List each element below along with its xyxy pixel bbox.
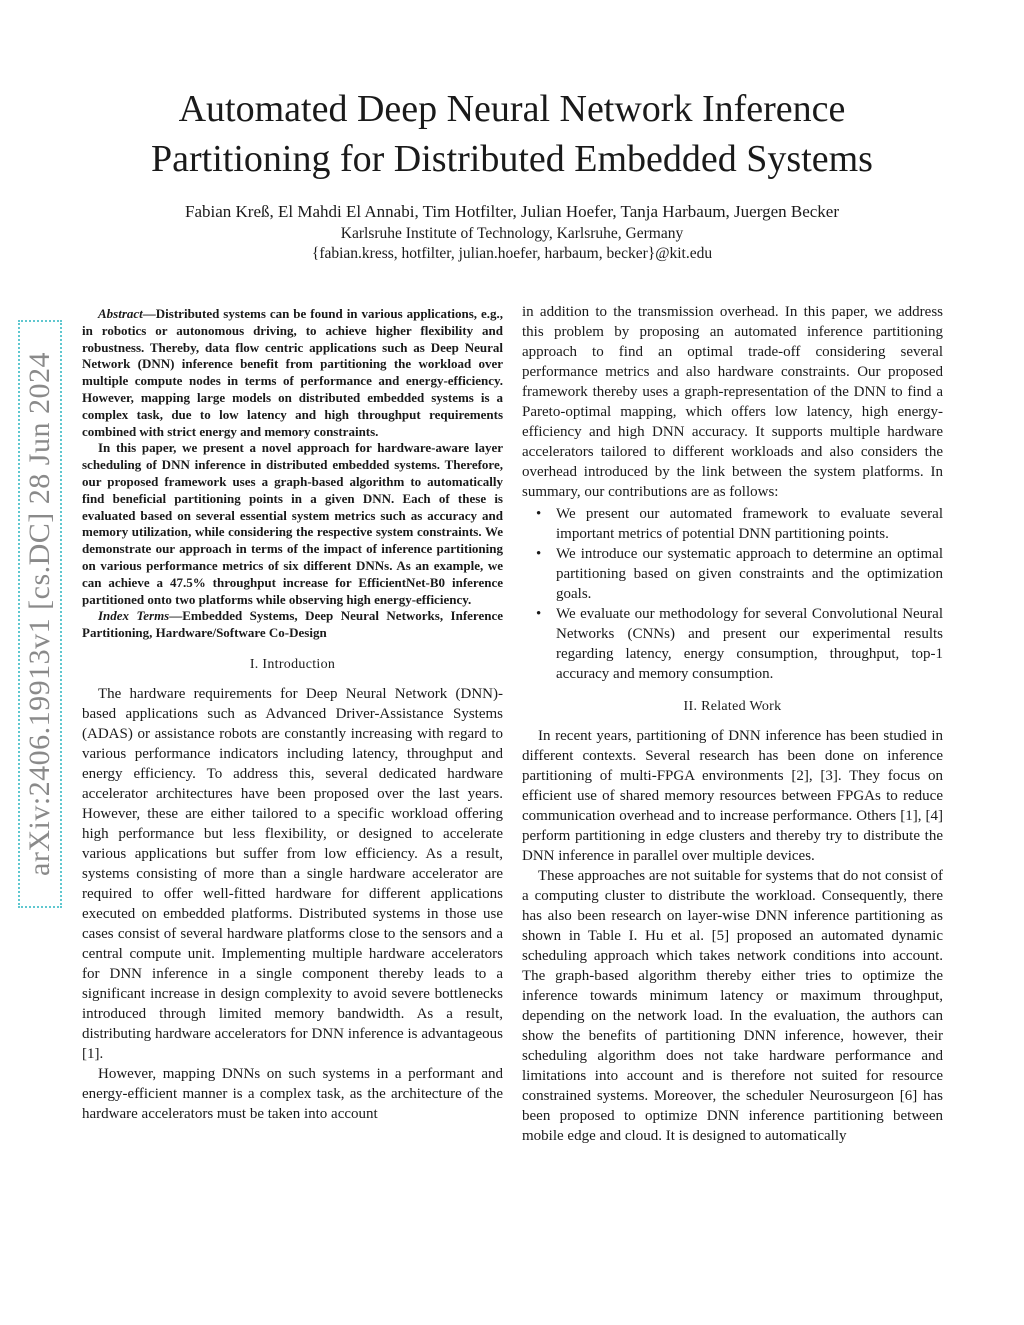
section-heading-related-work: II. Related Work <box>683 699 782 714</box>
section-heading-introduction: I. Introduction <box>249 656 336 672</box>
arxiv-stamp-text: arXiv:2406.19913v1 [cs.DC] 28 Jun 2024 <box>23 352 56 876</box>
index-terms-label: Index Terms <box>98 608 170 624</box>
intro-paragraph-1: The hardware requirements for Deep Neural Network (DNN)-based applications such as Advanced Driver-Assistance Systems (ADAS) or assistance robots are constantly increasing with regard to various performance indicators including latency, throughput and energy efficiency. To address this, several dedicated hardware accelerator architectures have been proposed over the last years. However, these are either tailored to a specific workload offering high performance but less flexibility, or designed to accelerate various applications but suffer from low efficiency. As a result, systems consisting of more than a single hardware accelerator are required to offer well-fitted hardware for different applications executed on embedded platforms. Distributed systems in those use cases consist of several hardware platforms close to the sensors and a central compute unit. Implementing multiple hardware accelerators for DNN inference in a single component thereby leads to a significant increase in design complexity to avoid severe bottlenecks introduced through limited memory bandwidth. As a result, distributing hardware accelerators for DNN inference is advantageous [1]. <box>82 685 503 1062</box>
index-terms-text: —Embedded Systems, Deep Neural Networks, Inference Partitioning, Hardware/Software Co-Design <box>82 608 503 641</box>
intro-continued <box>522 302 943 502</box>
paper-title <box>60 84 964 184</box>
intro-paragraph-2: However, mapping DNNs on such systems in a performant and energy-efficient manner is a complex task, as the architecture of the hardware accelerators must be taken into account <box>82 1065 503 1122</box>
intro-paragraph-3: in addition to the transmission overhead. In this paper, we address this problem by proposing an automated inference partitioning approach to find an optimal trade-off considering several performance metrics and also hardware constraints. Our proposed framework thereby uses a graph-representation of the DNN to find a Pareto-optimal mapping, which offers low latency, high energy-efficiency and high DNN accuracy. It supports multiple hardware accelerators tailored to different workloads and also considers the overhead introduced by the link between the system platforms. In summary, our contributions are as follows: <box>522 304 943 500</box>
related-paragraph-1: In recent years, partitioning of DNN inference has been studied in different contexts. Several research has been done on inference partitioning of multi-FPGA environments [2], [3]. They focus on efficient use of shared memory resources between FPGAs to reduce communication overhead and to increase performance. Others [1], [4] perform partitioning in edge clusters and thereby try to distribute the DNN inference in parallel over multiple devices. <box>522 728 943 864</box>
author-emails: {fabian.kress, hotfilter, julian.hoefer, harbaum, becker}@kit.edu <box>311 245 713 262</box>
abstract-text-1: —Distributed systems can be found in various applications, e.g., in robotics or autonomous driving, to achieve higher flexibility and robustness. Thereby, data flow centric applications such as Deep Neural Network (DNN) inference benefit from partitioning the workload over multiple compute nodes in terms of performance and energy-efficiency. However, mapping large models on distributed embedded systems is a complex task, due to low latency and high throughput requirements combined with strict energy and memory constraints. <box>82 306 503 439</box>
abstract <box>82 306 503 642</box>
title-line-1: Automated Deep Neural Network Inference <box>178 88 846 130</box>
bullet-icon: • <box>536 546 542 562</box>
related-work-body <box>522 726 943 1146</box>
affiliation: Karlsruhe Institute of Technology, Karlsruhe, Germany <box>340 225 684 242</box>
introduction-body <box>82 684 503 1124</box>
title-line-2: Partitioning for Distributed Embedded Systems <box>151 138 873 180</box>
related-paragraph-2: These approaches are not suitable for systems that do not consist of a computing cluster to distribute the workload. Consequently, there has also been research on layer-wise DNN inference partitioning as shown in Table I. Hu et al. [5] proposed an automated dynamic scheduling approach which takes network conditions into account. The graph-based algorithm thereby either tries to optimize the inference towards minimum latency or maximum throughput, depending on the network load. In the evaluation, the authors can show the benefits of partitioning DNN inference, however, their scheduling algorithm does not take hardware performance and limitations into account and is therefore not suited for resource constrained systems. Moreover, the scheduler Neurosurgeon [6] has been proposed to optimize DNN inference partitioning between mobile edge and cloud. It is designed to automatically <box>522 868 943 1144</box>
list-item: • We present our automated framework to evaluate several important metrics of potential DNN partitioning points. <box>536 506 943 542</box>
list-item: • We evaluate our methodology for several Convolutional Neural Networks (CNNs) and present our experimental results regarding latency, energy consumption, throughput, top-1 accuracy and memory consumption. <box>536 606 943 682</box>
abstract-paragraph-1 <box>82 306 503 440</box>
author-list: Fabian Kreß, El Mahdi El Annabi, Tim Hotfilter, Julian Hoefer, Tanja Harbaum, Juergen Becker <box>184 202 839 221</box>
bullet-icon: • <box>536 606 542 622</box>
right-column <box>522 302 943 1146</box>
index-terms <box>82 608 503 642</box>
contributions-list <box>522 504 943 684</box>
bullet-icon: • <box>536 506 542 522</box>
abstract-label: Abstract <box>98 306 143 321</box>
list-item: • We introduce our systematic approach to determine an optimal partitioning based on given constraints and the optimization goals. <box>536 546 943 602</box>
abstract-paragraph-2: In this paper, we present a novel approach for hardware-aware layer scheduling of DNN inference in distributed embedded systems. Therefore, our proposed framework uses a graph-based algorithm to automatically find beneficial partitioning points in a given DNN. Each of these is evaluated based on several essential system metrics such as accuracy and memory utilization, while considering the respective system constraints. We demonstrate our approach in terms of the impact of inference partitioning on various performance metrics of six different DNNs. As an example, we can achieve a 47.5% throughput increase for EfficientNet-B0 inference partitioned onto two platforms while observing high energy-efficiency. <box>82 440 503 607</box>
left-column <box>82 306 503 1124</box>
arxiv-stamp <box>18 320 62 908</box>
